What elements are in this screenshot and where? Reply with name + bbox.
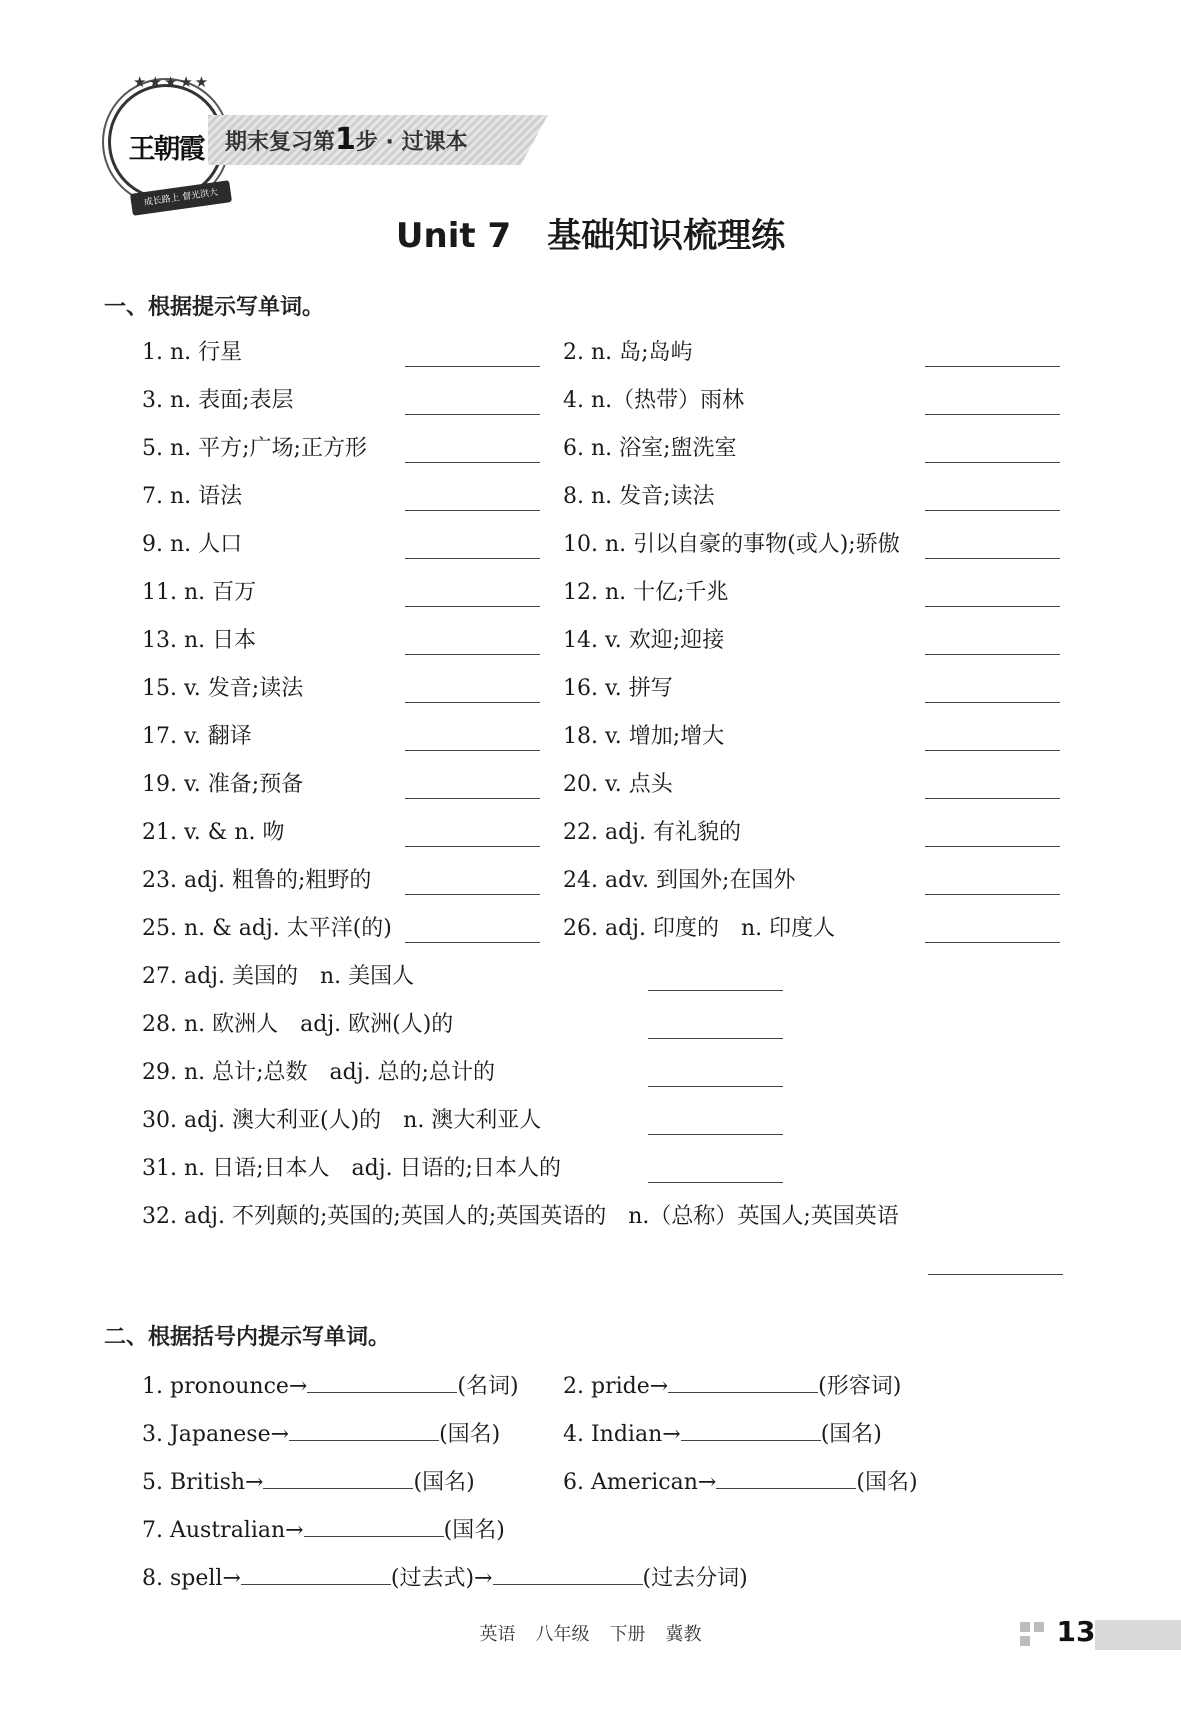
vocab-prompt-2: 2. n. 岛;岛屿: [563, 340, 693, 365]
answer-blank-10[interactable]: [925, 558, 1060, 559]
unit-subtitle: 基础知识梳理练: [547, 216, 786, 256]
vocab-prompt-16: 16. v. 拼写: [563, 676, 673, 701]
word-form-prompt: 5. British→: [142, 1470, 264, 1495]
word-form-hint: (国名): [439, 1422, 501, 1447]
section1-heading: 一、根据提示写单词。: [104, 295, 325, 320]
answer-blank[interactable]: [241, 1560, 391, 1585]
answer-blank-19[interactable]: [405, 798, 540, 799]
word-form-prompt: 6. American→: [563, 1470, 717, 1495]
answer-blank-18[interactable]: [925, 750, 1060, 751]
word-form-item-1: [142, 1368, 519, 1402]
word-form-prompt: 7. Australian→: [142, 1518, 304, 1543]
footer-grade: 八年级: [535, 1624, 590, 1645]
vocab-prompt-29: 29. n. 总计;总数 adj. 总的;总计的: [142, 1060, 495, 1085]
answer-blank-31[interactable]: [648, 1182, 783, 1183]
answer-blank[interactable]: [668, 1368, 818, 1393]
page-footer: [0, 1620, 1181, 1646]
word-form-hint: (名词): [457, 1374, 519, 1399]
answer-blank-26[interactable]: [925, 942, 1060, 943]
vocab-prompt-21: 21. v. & n. 吻: [142, 820, 285, 845]
answer-blank-14[interactable]: [925, 654, 1060, 655]
vocab-prompt-3: 3. n. 表面;表层: [142, 388, 294, 413]
word-form-hint: (过去分词): [642, 1566, 748, 1591]
word-form-item-2: [563, 1368, 901, 1402]
unit-label: Unit 7: [395, 216, 512, 256]
answer-blank-28[interactable]: [648, 1038, 783, 1039]
vocab-prompt-4: 4. n.（热带）雨林: [563, 388, 745, 413]
vocab-prompt-25: 25. n. & adj. 太平洋(的): [142, 916, 392, 941]
answer-blank-11[interactable]: [405, 606, 540, 607]
answer-blank-32[interactable]: [928, 1274, 1063, 1275]
word-form-hint: (过去式)→: [390, 1566, 493, 1591]
vocab-prompt-9: 9. n. 人口: [142, 532, 243, 557]
review-step-tag: [225, 119, 468, 164]
word-form-item-8: [142, 1560, 748, 1594]
answer-blank-24[interactable]: [925, 894, 1060, 895]
answer-blank[interactable]: [716, 1464, 856, 1489]
vocab-prompt-11: 11. n. 百万: [142, 580, 257, 605]
answer-blank-15[interactable]: [405, 702, 540, 703]
vocab-prompt-26: 26. adj. 印度的 n. 印度人: [563, 916, 836, 941]
word-form-hint: (国名): [443, 1518, 505, 1543]
word-form-item-6: [563, 1464, 918, 1498]
answer-blank-4[interactable]: [925, 414, 1060, 415]
vocab-prompt-14: 14. v. 欢迎;迎接: [563, 628, 725, 653]
header-banner: [100, 70, 560, 210]
vocab-prompt-30: 30. adj. 澳大利亚(人)的 n. 澳大利亚人: [142, 1108, 542, 1133]
vocab-prompt-10: 10. n. 引以自豪的事物(或人);骄傲: [563, 532, 900, 557]
answer-blank-3[interactable]: [405, 414, 540, 415]
page-title: [0, 208, 1181, 257]
word-form-prompt: 2. pride→: [563, 1374, 669, 1399]
word-form-prompt: 8. spell→: [142, 1566, 241, 1591]
stars-decoration: ★★★★★: [133, 73, 211, 91]
answer-blank-21[interactable]: [405, 846, 540, 847]
word-form-hint: (国名): [820, 1422, 882, 1447]
footer-volume: 下册: [609, 1624, 646, 1645]
answer-blank-25[interactable]: [405, 942, 540, 943]
answer-blank-5[interactable]: [405, 462, 540, 463]
answer-blank-2[interactable]: [925, 366, 1060, 367]
answer-blank-20[interactable]: [925, 798, 1060, 799]
section2-heading: 二、根据括号内提示写单词。: [104, 1325, 391, 1350]
answer-blank-8[interactable]: [925, 510, 1060, 511]
vocab-prompt-31: 31. n. 日语;日本人 adj. 日语的;日本人的: [142, 1156, 561, 1181]
answer-blank[interactable]: [493, 1560, 643, 1585]
brand-logo: [108, 73, 224, 209]
vocab-prompt-8: 8. n. 发音;读法: [563, 484, 715, 509]
answer-blank[interactable]: [681, 1416, 821, 1441]
answer-blank-30[interactable]: [648, 1134, 783, 1135]
word-form-item-4: [563, 1416, 882, 1450]
answer-blank-6[interactable]: [925, 462, 1060, 463]
answer-blank-23[interactable]: [405, 894, 540, 895]
word-form-hint: (国名): [856, 1470, 918, 1495]
answer-blank-17[interactable]: [405, 750, 540, 751]
answer-blank-29[interactable]: [648, 1086, 783, 1087]
vocab-prompt-19: 19. v. 准备;预备: [142, 772, 304, 797]
answer-blank[interactable]: [307, 1368, 457, 1393]
tag-suffix: 步 · 过课本: [355, 130, 468, 155]
page-decoration: [1020, 1622, 1050, 1650]
vocab-prompt-24: 24. adv. 到国外;在国外: [563, 868, 796, 893]
answer-blank-27[interactable]: [648, 990, 783, 991]
vocab-prompt-5: 5. n. 平方;广场;正方形: [142, 436, 367, 461]
word-form-prompt: 4. Indian→: [563, 1422, 681, 1447]
vocab-prompt-13: 13. n. 日本: [142, 628, 257, 653]
vocab-prompt-20: 20. v. 点头: [563, 772, 673, 797]
footer-subject: 英语: [479, 1624, 516, 1645]
vocab-prompt-22: 22. adj. 有礼貌的: [563, 820, 741, 845]
word-form-item-7: [142, 1512, 505, 1546]
answer-blank-16[interactable]: [925, 702, 1060, 703]
vocab-prompt-18: 18. v. 增加;增大: [563, 724, 725, 749]
word-form-prompt: 3. Japanese→: [142, 1422, 290, 1447]
answer-blank-22[interactable]: [925, 846, 1060, 847]
page-number: 13: [1056, 1615, 1096, 1648]
answer-blank-9[interactable]: [405, 558, 540, 559]
vocab-prompt-15: 15. v. 发音;读法: [142, 676, 304, 701]
answer-blank-13[interactable]: [405, 654, 540, 655]
answer-blank[interactable]: [289, 1416, 439, 1441]
word-form-hint: (国名): [413, 1470, 475, 1495]
word-form-item-5: [142, 1464, 475, 1498]
answer-blank-1[interactable]: [405, 366, 540, 367]
word-form-item-3: [142, 1416, 500, 1450]
tag-number: 1: [335, 122, 356, 157]
answer-blank[interactable]: [263, 1464, 413, 1489]
answer-blank-7[interactable]: [405, 510, 540, 511]
answer-blank[interactable]: [304, 1512, 444, 1537]
vocab-prompt-17: 17. v. 翻译: [142, 724, 252, 749]
vocab-prompt-6: 6. n. 浴室;盥洗室: [563, 436, 737, 461]
vocab-prompt-12: 12. n. 十亿;千兆: [563, 580, 729, 605]
tag-prefix: 期末复习第: [225, 130, 336, 155]
logo-slogan: 成长路上 督光洪大: [130, 180, 232, 216]
vocab-prompt-28: 28. n. 欧洲人 adj. 欧洲(人)的: [142, 1012, 454, 1037]
word-form-prompt: 1. pronounce→: [142, 1374, 308, 1399]
logo-brand-text: 王朝霞: [128, 134, 204, 165]
vocab-prompt-23: 23. adj. 粗鲁的;粗野的: [142, 868, 372, 893]
word-form-hint: (形容词): [818, 1374, 902, 1399]
footer-edition: 冀教: [665, 1624, 702, 1645]
vocab-prompt-27: 27. adj. 美国的 n. 美国人: [142, 964, 415, 989]
vocab-prompt-7: 7. n. 语法: [142, 484, 243, 509]
answer-blank-12[interactable]: [925, 606, 1060, 607]
page-number-bar: [1095, 1620, 1181, 1650]
vocab-prompt-32: 32. adj. 不列颠的;英国的;英国人的;英国英语的 n.（总称）英国人;英国英语: [142, 1204, 899, 1229]
vocab-prompt-1: 1. n. 行星: [142, 340, 243, 365]
